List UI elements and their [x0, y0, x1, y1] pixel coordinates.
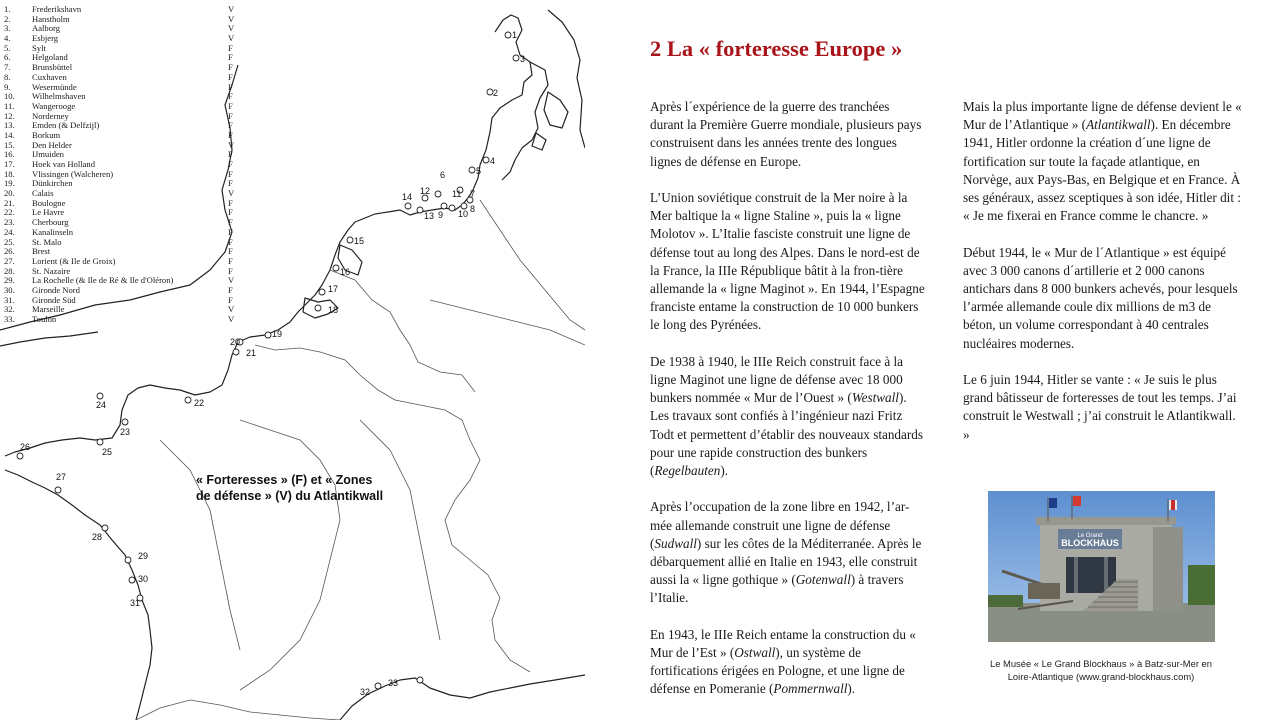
marker-22: [185, 397, 191, 403]
legend-number: 32.: [4, 304, 15, 315]
map-label-10: 10: [458, 209, 469, 219]
paragraph-atlantikwall: Mais la plus importante ligne de défense devient le « Mur de l’Atlantique » (Atlantikwall). En décembre 1941, Hitler ordonne la création d´une ligne de fortification sur toute la façade atlantique, en Norvège, aux Pays-Bas, en Belgique et en France. À ses généraux, assez sceptiques à son idée, Hitler dit : « Je me fixerai en France comme le chancre. »: [963, 99, 1242, 224]
map-label-1: 1: [512, 30, 518, 40]
legend-type-code: V: [228, 188, 235, 199]
marker-9: [441, 203, 447, 209]
mediterranean-coast: [340, 675, 585, 720]
legend-type-code: F: [228, 255, 233, 266]
legend-place-name: Brest: [32, 246, 51, 257]
map-label-19: 19: [272, 329, 283, 339]
legend-number: 21.: [4, 197, 15, 208]
legend-number: 24.: [4, 226, 15, 237]
marker-26: [17, 453, 23, 459]
map-label-30: 30: [138, 574, 149, 584]
britain-south-coast: [0, 332, 98, 346]
paragraph-ostwall: En 1943, le IIIe Reich entame la construction du « Mur de l’Est » (Ostwall), un système de fortifications érigées en Pologne, et une ligne de défense en Pomeranie (Pommernwall).: [650, 626, 916, 697]
marker-13: [417, 207, 423, 213]
legend-type-code: F: [228, 71, 233, 82]
marker-30: [129, 577, 135, 583]
map-label-26: 26: [20, 442, 31, 452]
legend-type-code: F: [228, 42, 233, 53]
bunker-entrance: [1066, 557, 1116, 593]
legend-number: 31.: [4, 294, 15, 305]
flag-3-stripe: [1171, 500, 1175, 510]
legend-place-name: IJmuiden: [32, 149, 64, 160]
marker-3: [513, 55, 519, 61]
map-label-18: 18: [328, 305, 339, 315]
jutland-west-coast: [473, 15, 532, 190]
legend-place-name: Wesermünde: [32, 81, 77, 92]
legend-number: 2.: [4, 13, 11, 24]
map-label-9: 9: [438, 210, 444, 220]
legend-place-name: Hoek van Holland: [32, 159, 96, 169]
legend-number: 8.: [4, 71, 11, 82]
internal-line-4: [430, 300, 585, 345]
map-label-14: 14: [402, 192, 413, 202]
legend-type-code: F: [228, 62, 233, 73]
marker-33: [417, 677, 423, 683]
map-label-5: 5: [476, 166, 482, 176]
photo-caption-line1: Le Musée « Le Grand Blockhaus » à Batz-sur-Mer en: [990, 658, 1212, 669]
legend-type-code: F: [228, 149, 233, 160]
legend-type-code: F: [228, 236, 233, 247]
map-label-3: 3: [520, 54, 526, 64]
entrance-divider: [1074, 557, 1078, 593]
legend-number: 11.: [4, 100, 15, 111]
map-label-21: 21: [246, 348, 257, 358]
legend-place-name: Frederikshavn: [32, 4, 82, 14]
legend-number: 7.: [4, 62, 11, 73]
paragraph-hitler-quote: Le 6 juin 1944, Hitler se vante : « Je suis le plus grand bâtisseur de forteresses de tout les temps. J’ai construit le Westwall ; j’ai construit le Atlantikwall. »: [963, 372, 1237, 442]
atlantikwall-map: [0, 0, 585, 720]
legend-type-code: F: [228, 294, 233, 305]
paragraph-westwall: De 1938 à 1940, le IIIe Reich construit face à la ligne Maginot une ligne de défense avec 18 000 bunkers nommée « Mur de l’Ouest » (Westwall). Les travaux sont confiés à l’ingénieur nazi Fritz Todt et permettent d’établir des nouveaux standards pour une rapide construction des bunkers (Regelbauten).: [650, 353, 923, 479]
legend-place-name: Norderney: [32, 110, 69, 121]
marker-14: [405, 203, 411, 209]
flag-2: [1073, 496, 1081, 506]
marker-29: [125, 557, 131, 563]
legend-place-name: Cuxhaven: [32, 71, 67, 82]
legend-place-name: Boulogne: [32, 197, 66, 208]
legend-number: 23.: [4, 217, 15, 228]
legend-place-name: Emden (& Delfzijl): [32, 120, 100, 131]
legend-number: 3.: [4, 23, 11, 34]
marker-21: [233, 349, 239, 355]
map-label-28: 28: [92, 532, 103, 542]
flag-1: [1049, 498, 1057, 508]
legend-type-code: V: [228, 13, 235, 24]
legend-type-code: F: [228, 129, 233, 140]
map-label-17: 17: [328, 284, 339, 294]
legend-type-code: F: [228, 159, 233, 169]
legend-number: 17.: [4, 159, 15, 169]
map-label-23: 23: [120, 427, 131, 437]
map-label-13: 13: [424, 211, 435, 221]
legend-number: 16.: [4, 149, 15, 160]
map-label-33: 33: [388, 678, 399, 688]
legend-place-name: Calais: [32, 188, 54, 199]
legend-number: 1.: [4, 4, 11, 14]
map-label-12: 12: [420, 186, 431, 196]
biscay-coast: [5, 470, 152, 720]
legend-type-code: F: [228, 284, 233, 295]
map-label-22: 22: [194, 398, 205, 408]
grand-blockhaus-photo: [988, 491, 1215, 642]
legend-place-name: St. Nazaire: [32, 265, 71, 276]
legend-type-code: F: [228, 91, 233, 102]
legend-type-code: F: [228, 100, 233, 111]
marker-5: [469, 167, 475, 173]
legend-type-code: F: [228, 81, 233, 92]
legend-number: 30.: [4, 284, 15, 295]
map-label-32: 32: [360, 687, 371, 697]
map-label-25: 25: [102, 447, 113, 457]
legend-place-name: Cherbourg: [32, 217, 69, 228]
map-label-16: 16: [340, 267, 351, 277]
photo-caption-line2: Loire-Atlantique (www.grand-blockhaus.com): [1007, 671, 1195, 682]
text-column-right: [963, 98, 1243, 462]
legend-place-name: Le Havre: [32, 207, 65, 218]
border-east: [255, 345, 530, 672]
marker-4: [483, 157, 489, 163]
bushes-left: [988, 595, 1023, 607]
legend-number: 15.: [4, 139, 15, 150]
legend-type-code: F: [228, 226, 233, 237]
legend-place-name: Sylt: [32, 42, 46, 53]
photo-drawing: [988, 491, 1215, 642]
text-column-left: [650, 98, 925, 717]
legend-place-name: Helgoland: [32, 52, 68, 63]
paragraph-defense-lines: L’Union soviétique construit de la Mer noire à la Mer baltique la « ligne Staline », puis la « ligne Molotov ». L’Italie fasciste construit une ligne de défense tout au long des Alpes. Dans le nord-est de la France, la IIIe République bâtit à la fron-tière allemande la « ligne Maginot ». En 1944, l’Espagne franciste entame la construction de 10 000 bunkers le long des Pyrénées.: [650, 190, 925, 333]
marker-1: [505, 32, 511, 38]
article-title: 2 La « forteresse Europe »: [650, 36, 903, 61]
gun-body: [1028, 583, 1060, 599]
legend-place-name: Kanalinseln: [32, 226, 74, 237]
legend-number: 9.: [4, 81, 11, 92]
sweden-coast: [548, 10, 585, 148]
map-label-6: 6: [440, 170, 446, 180]
map-caption-line1: « Forteresses » (F) et « Zones: [196, 473, 373, 487]
marker-28: [102, 525, 108, 531]
map-label-11: 11: [452, 189, 462, 199]
marker-23: [122, 419, 128, 425]
map-label-4: 4: [490, 156, 496, 166]
border-pyrenees: [136, 700, 340, 720]
internal-line-3: [360, 420, 440, 640]
legend-number: 10.: [4, 91, 15, 102]
legend-type-code: V: [228, 4, 235, 14]
jutland-east-coast: [502, 62, 548, 180]
legend-type-code: V: [228, 304, 235, 315]
bunker-roof: [1036, 517, 1176, 525]
map-label-8: 8: [470, 204, 476, 214]
legend-type-code: F: [228, 168, 233, 179]
map-label-24: 24: [96, 400, 107, 410]
map-label-31: 31: [130, 598, 141, 608]
legend-number: 26.: [4, 246, 15, 257]
paragraph-trenches: Après l´expérience de la guerre des tranchées durant la Première Guerre mondiale, plusieurs pays construisent dans les années trente des longues lignes de défense en Europe.: [650, 99, 922, 169]
map-label-29: 29: [138, 551, 149, 561]
legend-place-name: Brunsbüttel: [32, 62, 73, 73]
entrance-divider-2: [1104, 557, 1108, 593]
legend-row: [2, 315, 238, 325]
legend-type-code: F: [228, 52, 233, 63]
marker-15: [347, 237, 353, 243]
legend-type-code: F: [228, 120, 233, 131]
legend-place-name: Wilhelmshaven: [32, 91, 86, 102]
marker-27: [55, 487, 61, 493]
marker-16: [333, 265, 339, 271]
marker-18: [315, 305, 321, 311]
legend-number: 14.: [4, 129, 15, 140]
legend-type-code: F: [228, 246, 233, 257]
marker-32: [375, 683, 381, 689]
legend-type-code: F: [228, 197, 233, 208]
legend-number: 28.: [4, 265, 15, 276]
legend-type-code: F: [228, 265, 233, 276]
marker-19: [265, 332, 271, 338]
legend-type-code: F: [228, 217, 233, 228]
legend-type-code: F: [228, 207, 233, 218]
legend-type-code: V: [228, 23, 235, 34]
border-german-east: [480, 200, 585, 330]
legend-number: 13.: [4, 120, 15, 131]
legend-number: 4.: [4, 33, 11, 44]
legend-type-code: V: [228, 275, 235, 286]
legend-number: 27.: [4, 255, 15, 266]
photo-caption: [970, 657, 1232, 683]
legend-place-name: Toulon: [32, 314, 57, 324]
legend-number: 12.: [4, 110, 15, 121]
map-caption: [196, 472, 426, 504]
sign-text-main: BLOCKHAUS: [1061, 538, 1119, 548]
paragraph-sudwall: Après l’occupation de la zone libre en 1942, l’ar-mée allemande construit une ligne de défense (Sudwall) sur les côtes de la Méditerranée. Après le débarquement allié en Italie en 1943, elle construit aussi la « ligne gothique » (Gotenwall) à travers l’Italie.: [650, 499, 922, 606]
legend-place-name: Hanstholm: [32, 13, 70, 24]
legend-place-name: Borkum: [32, 129, 61, 140]
legend-place-name: Aalborg: [32, 23, 61, 34]
internal-line-1: [240, 420, 340, 690]
legend-place-name: Den Helder: [32, 139, 72, 150]
legend-number: 25.: [4, 236, 15, 247]
legend-number: 22.: [4, 207, 15, 218]
legend-type-code: F: [228, 110, 233, 121]
legend-place-name: Vlissingen (Walcheren): [32, 168, 114, 179]
legend-number: 18.: [4, 168, 15, 179]
legend-number: 6.: [4, 52, 11, 63]
marker-10: [449, 205, 455, 211]
legend-place-name: Gironde Süd: [32, 294, 76, 305]
legend-number: 19.: [4, 178, 15, 189]
legend-number: 33.: [4, 314, 15, 324]
bunker-side: [1153, 527, 1183, 611]
island-zealand: [544, 92, 568, 128]
legend-number: 20.: [4, 188, 15, 199]
map-caption-line2: de défense » (V) du Atlantikwall: [196, 489, 384, 503]
legend-type-code: F: [228, 178, 233, 189]
legend-number: 29.: [4, 275, 15, 286]
map-label-15: 15: [354, 236, 365, 246]
map-label-2: 2: [493, 88, 499, 98]
legend-place-name: La Rochelle (& Ile de Ré & Ile d'Oléron): [32, 275, 174, 286]
map-label-7: 7: [470, 189, 476, 199]
marker-24: [97, 393, 103, 399]
marker-25: [97, 439, 103, 445]
marker-17: [319, 289, 325, 295]
map-legend: [2, 5, 238, 325]
legend-type-code: V: [228, 139, 235, 150]
legend-type-code: V: [228, 33, 235, 44]
legend-place-name: Esbjerg: [32, 33, 59, 44]
tree-right: [1188, 565, 1215, 605]
legend-place-name: Gironde Nord: [32, 284, 80, 295]
legend-type-code: V: [228, 314, 235, 324]
legend-place-name: Wangerooge: [32, 100, 76, 111]
map-label-27: 27: [56, 472, 67, 482]
legend-place-name: Lorient (& Ile de Groix): [32, 255, 116, 266]
legend-place-name: Dünkirchen: [32, 178, 73, 189]
map-label-20: 20: [230, 337, 241, 347]
border-german-dutch: [330, 270, 475, 392]
paragraph-equipment: Début 1944, le « Mur de l´Atlantique » est équipé avec 3 000 canons d´artillerie et 2 000 canons antichars dans 8 000 bunkers achevés, pour lesquels l’armée allemande coule dix millions de m3 de béton, un volume correspondant à 40 centrales nucléaires modernes.: [963, 244, 1238, 351]
legend-number: 5.: [4, 42, 11, 53]
marker-11: [435, 191, 441, 197]
sign-text-top: Le Grand: [1077, 533, 1103, 539]
legend-place-name: St. Malo: [32, 236, 62, 247]
legend-place-name: Marseille: [32, 304, 65, 315]
